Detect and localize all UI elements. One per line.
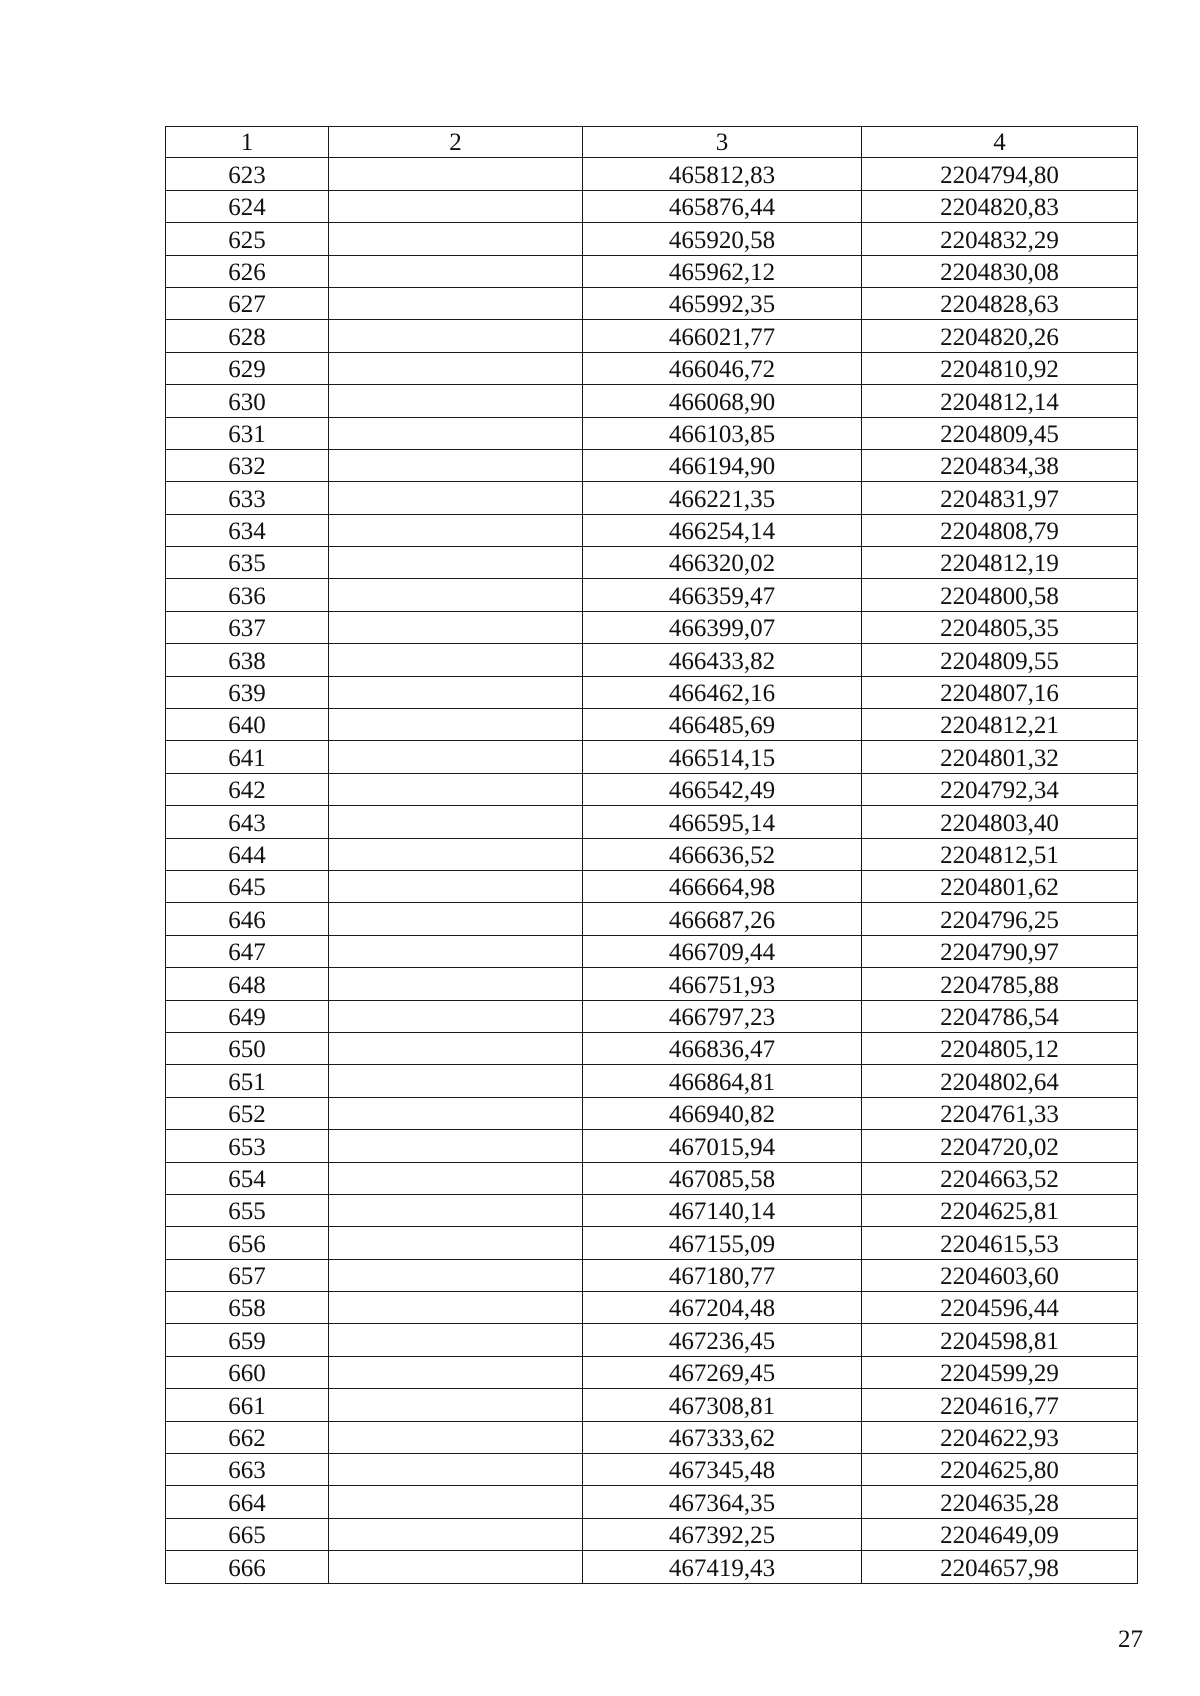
table-row xyxy=(166,514,1138,546)
cell-col-1: 633 xyxy=(166,482,329,514)
cell-col-1: 626 xyxy=(166,255,329,287)
cell-col-1: 666 xyxy=(166,1551,329,1583)
cell-col-1: 635 xyxy=(166,547,329,579)
cell-col-4: 2204805,35 xyxy=(862,611,1138,643)
table-row xyxy=(166,741,1138,773)
cell-col-2 xyxy=(329,1356,583,1388)
cell-col-1: 654 xyxy=(166,1162,329,1194)
cell-col-2 xyxy=(329,158,583,190)
cell-col-4: 2204831,97 xyxy=(862,482,1138,514)
cell-col-2 xyxy=(329,1486,583,1518)
column-header-3: 3 xyxy=(583,127,862,158)
cell-col-1: 625 xyxy=(166,223,329,255)
cell-col-1: 632 xyxy=(166,449,329,481)
table-row xyxy=(166,1454,1138,1486)
cell-col-4: 2204808,79 xyxy=(862,514,1138,546)
table-row xyxy=(166,158,1138,190)
cell-col-4: 2204812,21 xyxy=(862,709,1138,741)
cell-col-4: 2204801,32 xyxy=(862,741,1138,773)
cell-col-4: 2204625,81 xyxy=(862,1194,1138,1226)
cell-col-2 xyxy=(329,1421,583,1453)
table-row xyxy=(166,385,1138,417)
cell-col-1: 642 xyxy=(166,773,329,805)
cell-col-1: 623 xyxy=(166,158,329,190)
cell-col-2 xyxy=(329,611,583,643)
cell-col-3: 467419,43 xyxy=(583,1551,862,1583)
column-header-2: 2 xyxy=(329,127,583,158)
cell-col-1: 646 xyxy=(166,903,329,935)
cell-col-3: 467204,48 xyxy=(583,1292,862,1324)
table-row xyxy=(166,611,1138,643)
table-row xyxy=(166,1421,1138,1453)
cell-col-1: 660 xyxy=(166,1356,329,1388)
cell-col-2 xyxy=(329,838,583,870)
cell-col-2 xyxy=(329,255,583,287)
table-row xyxy=(166,1551,1138,1583)
cell-col-3: 466664,98 xyxy=(583,870,862,902)
cell-col-3: 466046,72 xyxy=(583,352,862,384)
cell-col-1: 651 xyxy=(166,1065,329,1097)
cell-col-1: 661 xyxy=(166,1389,329,1421)
cell-col-2 xyxy=(329,579,583,611)
cell-col-2 xyxy=(329,190,583,222)
table-row xyxy=(166,870,1138,902)
cell-col-2 xyxy=(329,1551,583,1583)
column-header-1: 1 xyxy=(166,127,329,158)
cell-col-3: 467269,45 xyxy=(583,1356,862,1388)
cell-col-1: 636 xyxy=(166,579,329,611)
table-row xyxy=(166,190,1138,222)
cell-col-2 xyxy=(329,806,583,838)
cell-col-4: 2204812,19 xyxy=(862,547,1138,579)
cell-col-3: 467392,25 xyxy=(583,1518,862,1550)
cell-col-2 xyxy=(329,1097,583,1129)
cell-col-4: 2204828,63 xyxy=(862,287,1138,319)
cell-col-1: 656 xyxy=(166,1227,329,1259)
cell-col-3: 465920,58 xyxy=(583,223,862,255)
cell-col-1: 638 xyxy=(166,644,329,676)
cell-col-4: 2204805,12 xyxy=(862,1032,1138,1064)
table-row xyxy=(166,806,1138,838)
table-row xyxy=(166,935,1138,967)
table-row xyxy=(166,1486,1138,1518)
cell-col-4: 2204649,09 xyxy=(862,1518,1138,1550)
table-row xyxy=(166,255,1138,287)
cell-col-4: 2204810,92 xyxy=(862,352,1138,384)
table-row xyxy=(166,1000,1138,1032)
cell-col-1: 643 xyxy=(166,806,329,838)
cell-col-2 xyxy=(329,968,583,1000)
cell-col-3: 466709,44 xyxy=(583,935,862,967)
cell-col-3: 466103,85 xyxy=(583,417,862,449)
table-row xyxy=(166,1356,1138,1388)
cell-col-2 xyxy=(329,903,583,935)
cell-col-1: 650 xyxy=(166,1032,329,1064)
cell-col-1: 664 xyxy=(166,1486,329,1518)
cell-col-3: 466514,15 xyxy=(583,741,862,773)
table-row xyxy=(166,1194,1138,1226)
cell-col-1: 628 xyxy=(166,320,329,352)
table-row xyxy=(166,676,1138,708)
cell-col-2 xyxy=(329,320,583,352)
cell-col-2 xyxy=(329,676,583,708)
cell-col-1: 645 xyxy=(166,870,329,902)
table-row xyxy=(166,709,1138,741)
cell-col-1: 644 xyxy=(166,838,329,870)
cell-col-2 xyxy=(329,352,583,384)
cell-col-2 xyxy=(329,547,583,579)
cell-col-1: 648 xyxy=(166,968,329,1000)
cell-col-1: 647 xyxy=(166,935,329,967)
cell-col-4: 2204635,28 xyxy=(862,1486,1138,1518)
cell-col-2 xyxy=(329,870,583,902)
cell-col-4: 2204786,54 xyxy=(862,1000,1138,1032)
cell-col-2 xyxy=(329,773,583,805)
cell-col-1: 652 xyxy=(166,1097,329,1129)
cell-col-2 xyxy=(329,935,583,967)
cell-col-3: 466687,26 xyxy=(583,903,862,935)
cell-col-4: 2204761,33 xyxy=(862,1097,1138,1129)
cell-col-4: 2204832,29 xyxy=(862,223,1138,255)
cell-col-4: 2204720,02 xyxy=(862,1130,1138,1162)
cell-col-3: 467140,14 xyxy=(583,1194,862,1226)
cell-col-4: 2204794,80 xyxy=(862,158,1138,190)
cell-col-4: 2204834,38 xyxy=(862,449,1138,481)
cell-col-4: 2204820,26 xyxy=(862,320,1138,352)
cell-col-4: 2204616,77 xyxy=(862,1389,1138,1421)
cell-col-3: 466836,47 xyxy=(583,1032,862,1064)
cell-col-1: 659 xyxy=(166,1324,329,1356)
cell-col-1: 640 xyxy=(166,709,329,741)
cell-col-4: 2204809,55 xyxy=(862,644,1138,676)
cell-col-1: 641 xyxy=(166,741,329,773)
cell-col-3: 466636,52 xyxy=(583,838,862,870)
cell-col-1: 629 xyxy=(166,352,329,384)
cell-col-3: 466359,47 xyxy=(583,579,862,611)
cell-col-3: 467364,35 xyxy=(583,1486,862,1518)
cell-col-4: 2204812,14 xyxy=(862,385,1138,417)
cell-col-3: 466797,23 xyxy=(583,1000,862,1032)
table-row xyxy=(166,287,1138,319)
cell-col-2 xyxy=(329,223,583,255)
table-row xyxy=(166,773,1138,805)
cell-col-3: 466485,69 xyxy=(583,709,862,741)
cell-col-3: 466751,93 xyxy=(583,968,862,1000)
cell-col-2 xyxy=(329,1194,583,1226)
cell-col-3: 465992,35 xyxy=(583,287,862,319)
cell-col-2 xyxy=(329,709,583,741)
cell-col-3: 466320,02 xyxy=(583,547,862,579)
cell-col-3: 467333,62 xyxy=(583,1421,862,1453)
cell-col-4: 2204596,44 xyxy=(862,1292,1138,1324)
cell-col-2 xyxy=(329,417,583,449)
table-row xyxy=(166,1259,1138,1291)
cell-col-4: 2204807,16 xyxy=(862,676,1138,708)
cell-col-2 xyxy=(329,1065,583,1097)
cell-col-1: 624 xyxy=(166,190,329,222)
cell-col-3: 466542,49 xyxy=(583,773,862,805)
cell-col-1: 649 xyxy=(166,1000,329,1032)
cell-col-4: 2204812,51 xyxy=(862,838,1138,870)
cell-col-2 xyxy=(329,1130,583,1162)
cell-col-1: 655 xyxy=(166,1194,329,1226)
table-row xyxy=(166,1324,1138,1356)
cell-col-2 xyxy=(329,1032,583,1064)
cell-col-3: 467085,58 xyxy=(583,1162,862,1194)
cell-col-1: 653 xyxy=(166,1130,329,1162)
cell-col-2 xyxy=(329,514,583,546)
cell-col-2 xyxy=(329,385,583,417)
cell-col-2 xyxy=(329,1324,583,1356)
table-row xyxy=(166,320,1138,352)
table-row xyxy=(166,352,1138,384)
table-row xyxy=(166,1065,1138,1097)
cell-col-1: 665 xyxy=(166,1518,329,1550)
table-row xyxy=(166,903,1138,935)
table-row xyxy=(166,417,1138,449)
cell-col-1: 658 xyxy=(166,1292,329,1324)
cell-col-3: 465812,83 xyxy=(583,158,862,190)
cell-col-2 xyxy=(329,1292,583,1324)
cell-col-1: 637 xyxy=(166,611,329,643)
cell-col-3: 467345,48 xyxy=(583,1454,862,1486)
table-row xyxy=(166,1227,1138,1259)
cell-col-2 xyxy=(329,1518,583,1550)
cell-col-4: 2204796,25 xyxy=(862,903,1138,935)
table-row xyxy=(166,1389,1138,1421)
table-row xyxy=(166,644,1138,676)
table-row xyxy=(166,1162,1138,1194)
column-header-4: 4 xyxy=(862,127,1138,158)
table-row xyxy=(166,579,1138,611)
cell-col-1: 663 xyxy=(166,1454,329,1486)
cell-col-2 xyxy=(329,1259,583,1291)
coordinates-table xyxy=(165,126,1138,1584)
table-row xyxy=(166,1130,1138,1162)
cell-col-2 xyxy=(329,482,583,514)
cell-col-2 xyxy=(329,449,583,481)
cell-col-1: 634 xyxy=(166,514,329,546)
table-header-row xyxy=(166,127,1138,158)
cell-col-3: 467308,81 xyxy=(583,1389,862,1421)
cell-col-4: 2204657,98 xyxy=(862,1551,1138,1583)
table-row xyxy=(166,482,1138,514)
cell-col-1: 630 xyxy=(166,385,329,417)
cell-col-4: 2204809,45 xyxy=(862,417,1138,449)
cell-col-3: 466021,77 xyxy=(583,320,862,352)
table-row xyxy=(166,1032,1138,1064)
cell-col-4: 2204830,08 xyxy=(862,255,1138,287)
cell-col-3: 467180,77 xyxy=(583,1259,862,1291)
cell-col-4: 2204803,40 xyxy=(862,806,1138,838)
cell-col-1: 639 xyxy=(166,676,329,708)
cell-col-4: 2204598,81 xyxy=(862,1324,1138,1356)
cell-col-2 xyxy=(329,1389,583,1421)
table-row xyxy=(166,1097,1138,1129)
table-row xyxy=(166,1292,1138,1324)
table-row xyxy=(166,547,1138,579)
cell-col-3: 466595,14 xyxy=(583,806,862,838)
cell-col-3: 466433,82 xyxy=(583,644,862,676)
cell-col-3: 467155,09 xyxy=(583,1227,862,1259)
table-row xyxy=(166,838,1138,870)
cell-col-2 xyxy=(329,287,583,319)
cell-col-1: 657 xyxy=(166,1259,329,1291)
cell-col-4: 2204599,29 xyxy=(862,1356,1138,1388)
cell-col-4: 2204622,93 xyxy=(862,1421,1138,1453)
cell-col-1: 631 xyxy=(166,417,329,449)
cell-col-2 xyxy=(329,741,583,773)
cell-col-3: 466462,16 xyxy=(583,676,862,708)
cell-col-4: 2204802,64 xyxy=(862,1065,1138,1097)
cell-col-4: 2204790,97 xyxy=(862,935,1138,967)
cell-col-2 xyxy=(329,644,583,676)
table-body xyxy=(166,158,1138,1583)
cell-col-4: 2204625,80 xyxy=(862,1454,1138,1486)
cell-col-3: 465962,12 xyxy=(583,255,862,287)
cell-col-3: 467015,94 xyxy=(583,1130,862,1162)
cell-col-3: 466194,90 xyxy=(583,449,862,481)
cell-col-2 xyxy=(329,1454,583,1486)
cell-col-2 xyxy=(329,1227,583,1259)
cell-col-3: 466254,14 xyxy=(583,514,862,546)
cell-col-3: 466221,35 xyxy=(583,482,862,514)
table-row xyxy=(166,223,1138,255)
table-row xyxy=(166,449,1138,481)
cell-col-4: 2204663,52 xyxy=(862,1162,1138,1194)
cell-col-3: 466864,81 xyxy=(583,1065,862,1097)
cell-col-3: 465876,44 xyxy=(583,190,862,222)
cell-col-4: 2204800,58 xyxy=(862,579,1138,611)
table-row xyxy=(166,1518,1138,1550)
cell-col-4: 2204615,53 xyxy=(862,1227,1138,1259)
cell-col-4: 2204785,88 xyxy=(862,968,1138,1000)
cell-col-2 xyxy=(329,1000,583,1032)
cell-col-2 xyxy=(329,1162,583,1194)
cell-col-4: 2204792,34 xyxy=(862,773,1138,805)
cell-col-3: 466940,82 xyxy=(583,1097,862,1129)
page-number: 27 xyxy=(1118,1626,1143,1653)
cell-col-1: 662 xyxy=(166,1421,329,1453)
cell-col-1: 627 xyxy=(166,287,329,319)
cell-col-4: 2204603,60 xyxy=(862,1259,1138,1291)
cell-col-3: 466399,07 xyxy=(583,611,862,643)
cell-col-4: 2204820,83 xyxy=(862,190,1138,222)
table-row xyxy=(166,968,1138,1000)
cell-col-3: 466068,90 xyxy=(583,385,862,417)
cell-col-4: 2204801,62 xyxy=(862,870,1138,902)
cell-col-3: 467236,45 xyxy=(583,1324,862,1356)
